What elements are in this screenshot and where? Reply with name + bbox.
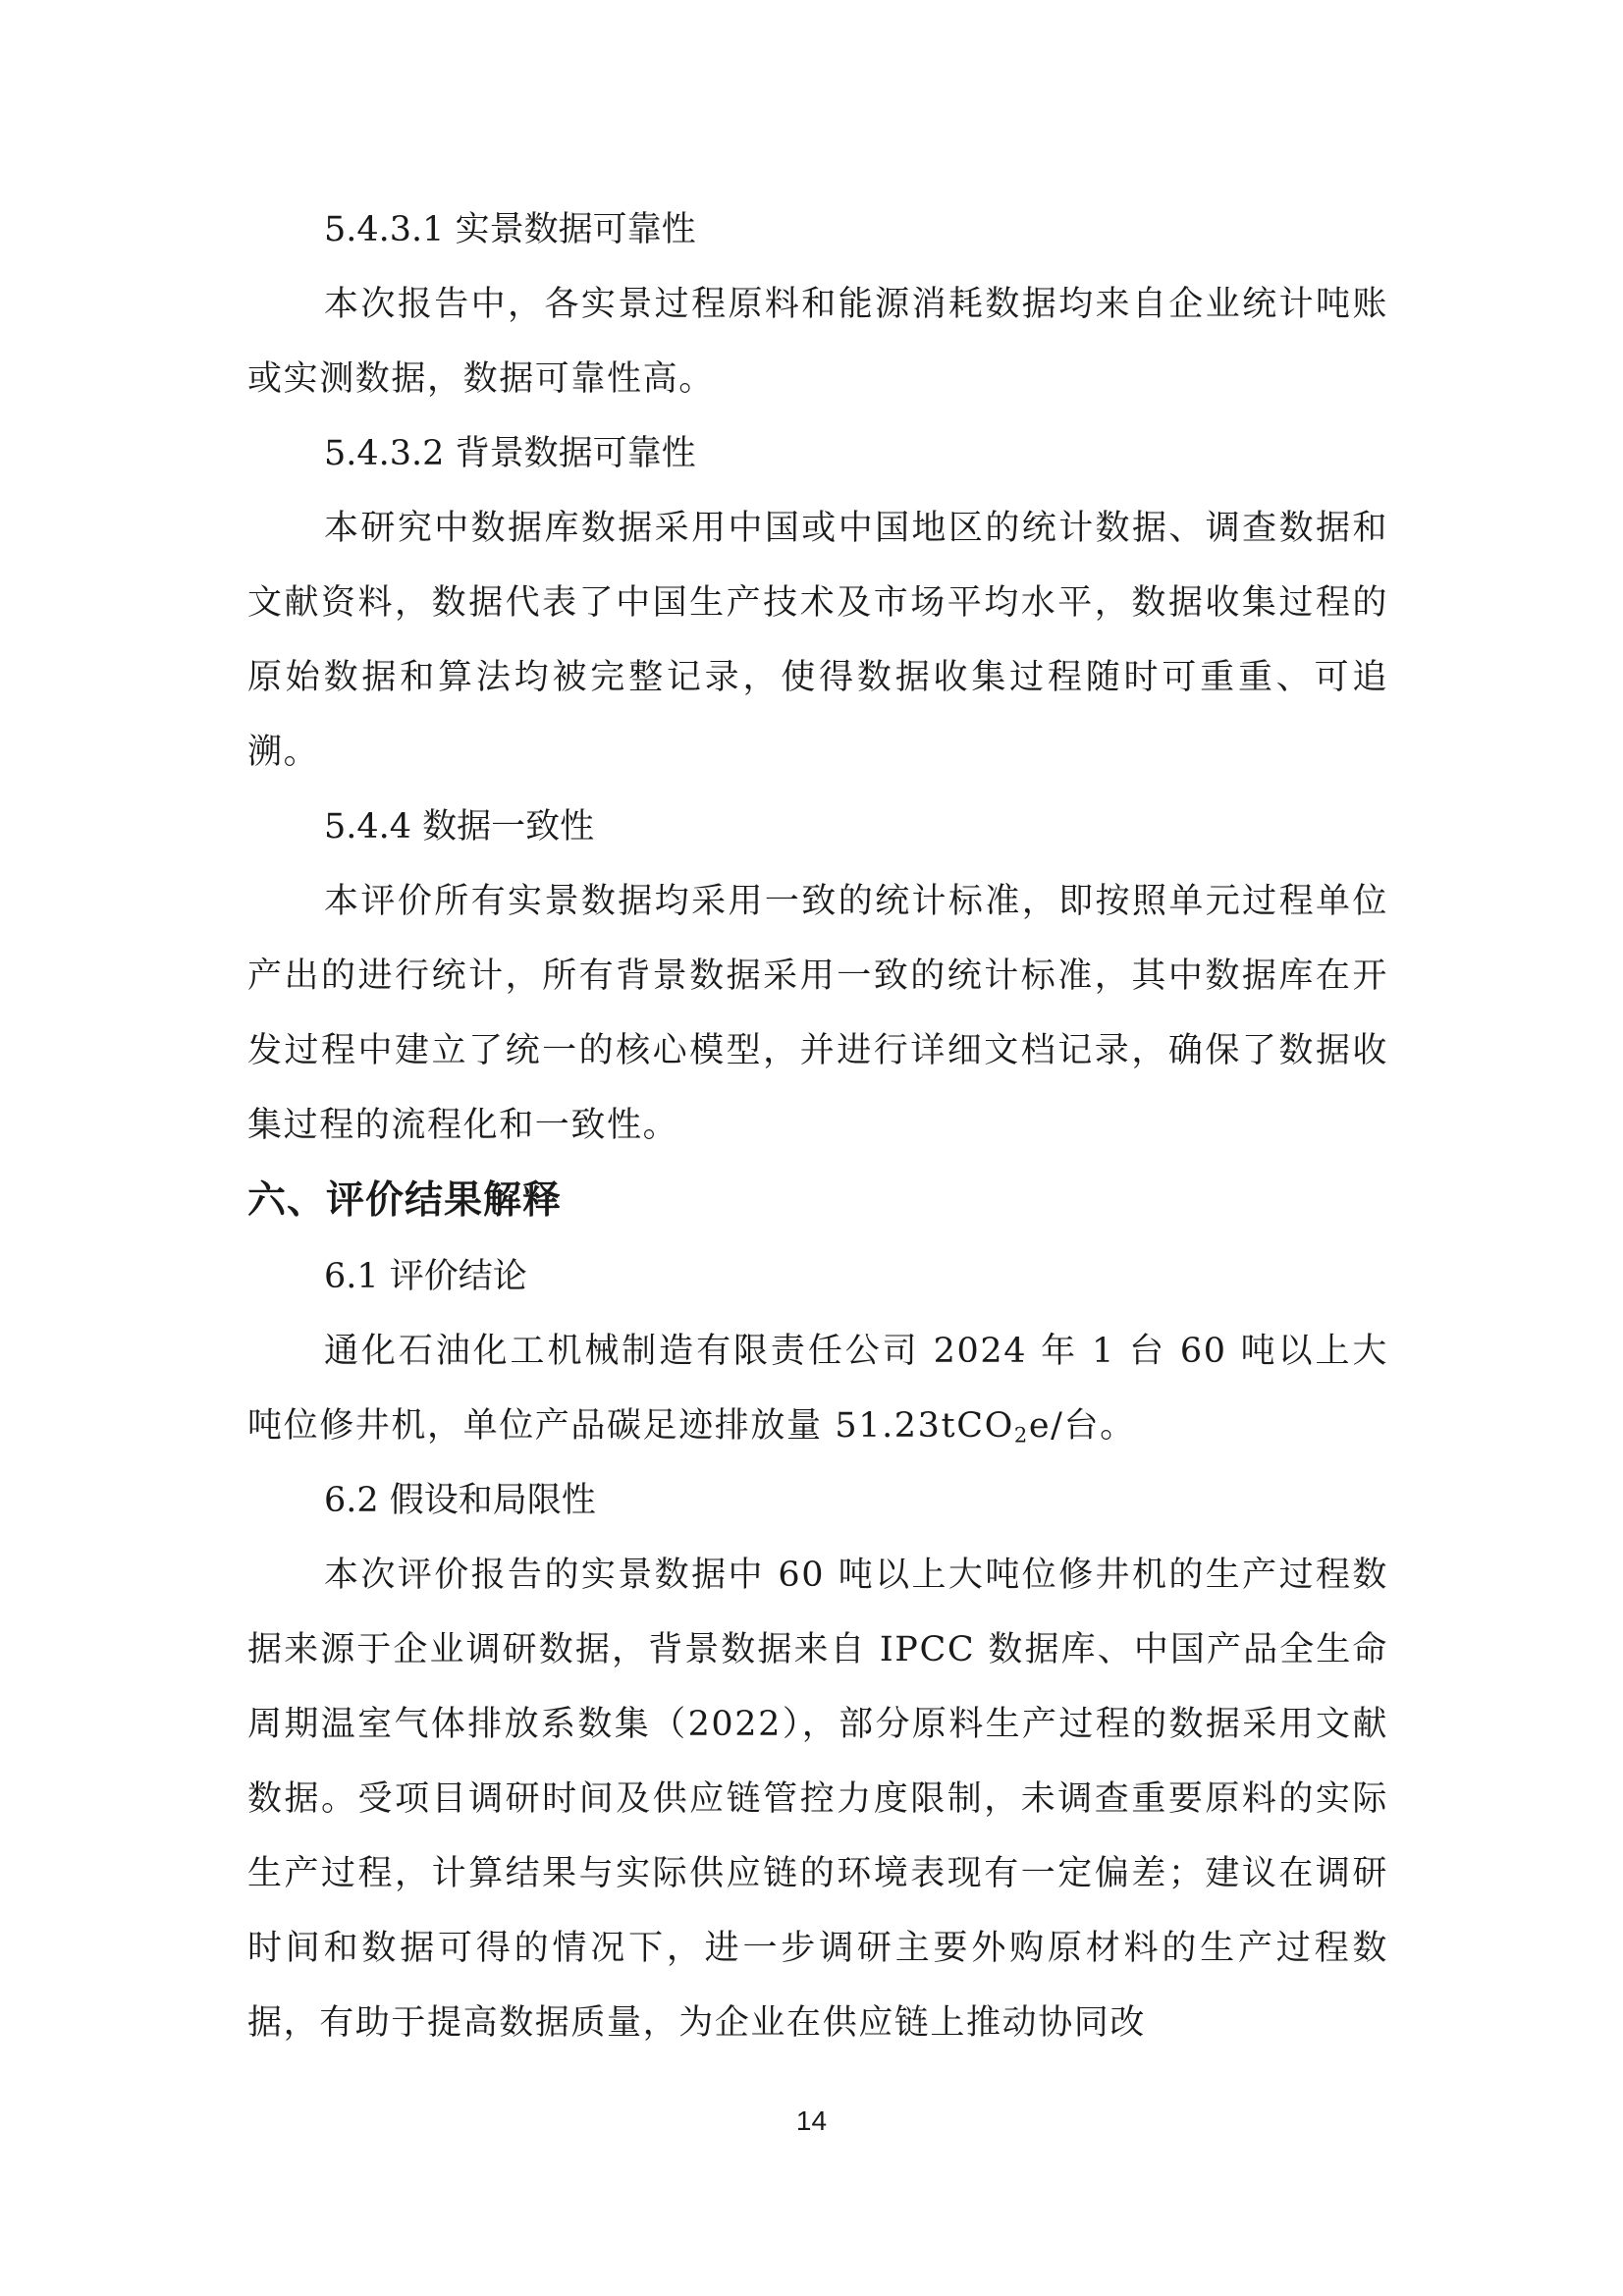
chapter-6-heading: 六、评价结果解释 <box>247 1178 563 1223</box>
section-5-4-3-1-heading: 5.4.3.1 实景数据可靠性 <box>324 210 696 249</box>
section-6-1-paragraph <box>247 1314 1388 1463</box>
section-6-1-text-after: e/台。 <box>1028 1406 1136 1446</box>
page-number: 14 <box>795 2105 828 2136</box>
section-5-4-4-paragraph: 本评价所有实景数据均采用一致的统计标准，即按照单元过程单位产出的进行统计，所有背景数据采用一致的统计标准，其中数据库在开发过程中建立了统一的核心模型，并进行详细文档记录，确保了数据收集过程的流程化和一致性。 <box>247 882 1388 1145</box>
co2-subscript: 2 <box>1013 1423 1029 1448</box>
section-6-1-text-before: 通化石油化工机械制造有限责任公司 2024 年 1 台 60 吨以上大吨位修井机，单位产品碳足迹排放量 51.23tCO <box>247 1332 1388 1446</box>
section-6-2-heading: 6.2 假设和局限性 <box>324 1481 596 1520</box>
page-content <box>247 192 1388 2060</box>
section-6-2-paragraph: 本次评价报告的实景数据中 60 吨以上大吨位修井机的生产过程数据来源于企业调研数据，背景数据来自 IPCC 数据库、中国产品全生命周期温室气体排放系数集（2022），部分原料生产过程的数据采用文献数据。受项目调研时间及供应链管控力度限制，未调查重要原料的实际生产过程，计算结果与实际供应链的环境表现有一定偏差；建议在调研时间和数据可得的情况下，进一步调研主要外购原材料的生产过程数据，有助于提高数据质量，为企业在供应链上推动协同改 <box>247 1556 1388 2043</box>
section-5-4-4-heading: 5.4.4 数据一致性 <box>324 807 595 847</box>
section-5-4-3-2-heading: 5.4.3.2 背景数据可靠性 <box>324 434 696 473</box>
section-5-4-3-2-paragraph: 本研究中数据库数据采用中国或中国地区的统计数据、调查数据和文献资料，数据代表了中国生产技术及市场平均水平，数据收集过程的原始数据和算法均被完整记录，使得数据收集过程随时可重重、可追溯。 <box>247 509 1388 772</box>
section-5-4-3-1-paragraph: 本次报告中，各实景过程原料和能源消耗数据均来自企业统计吨账或实测数据，数据可靠性高。 <box>247 285 1388 399</box>
section-6-1-heading: 6.1 评价结论 <box>324 1257 527 1296</box>
